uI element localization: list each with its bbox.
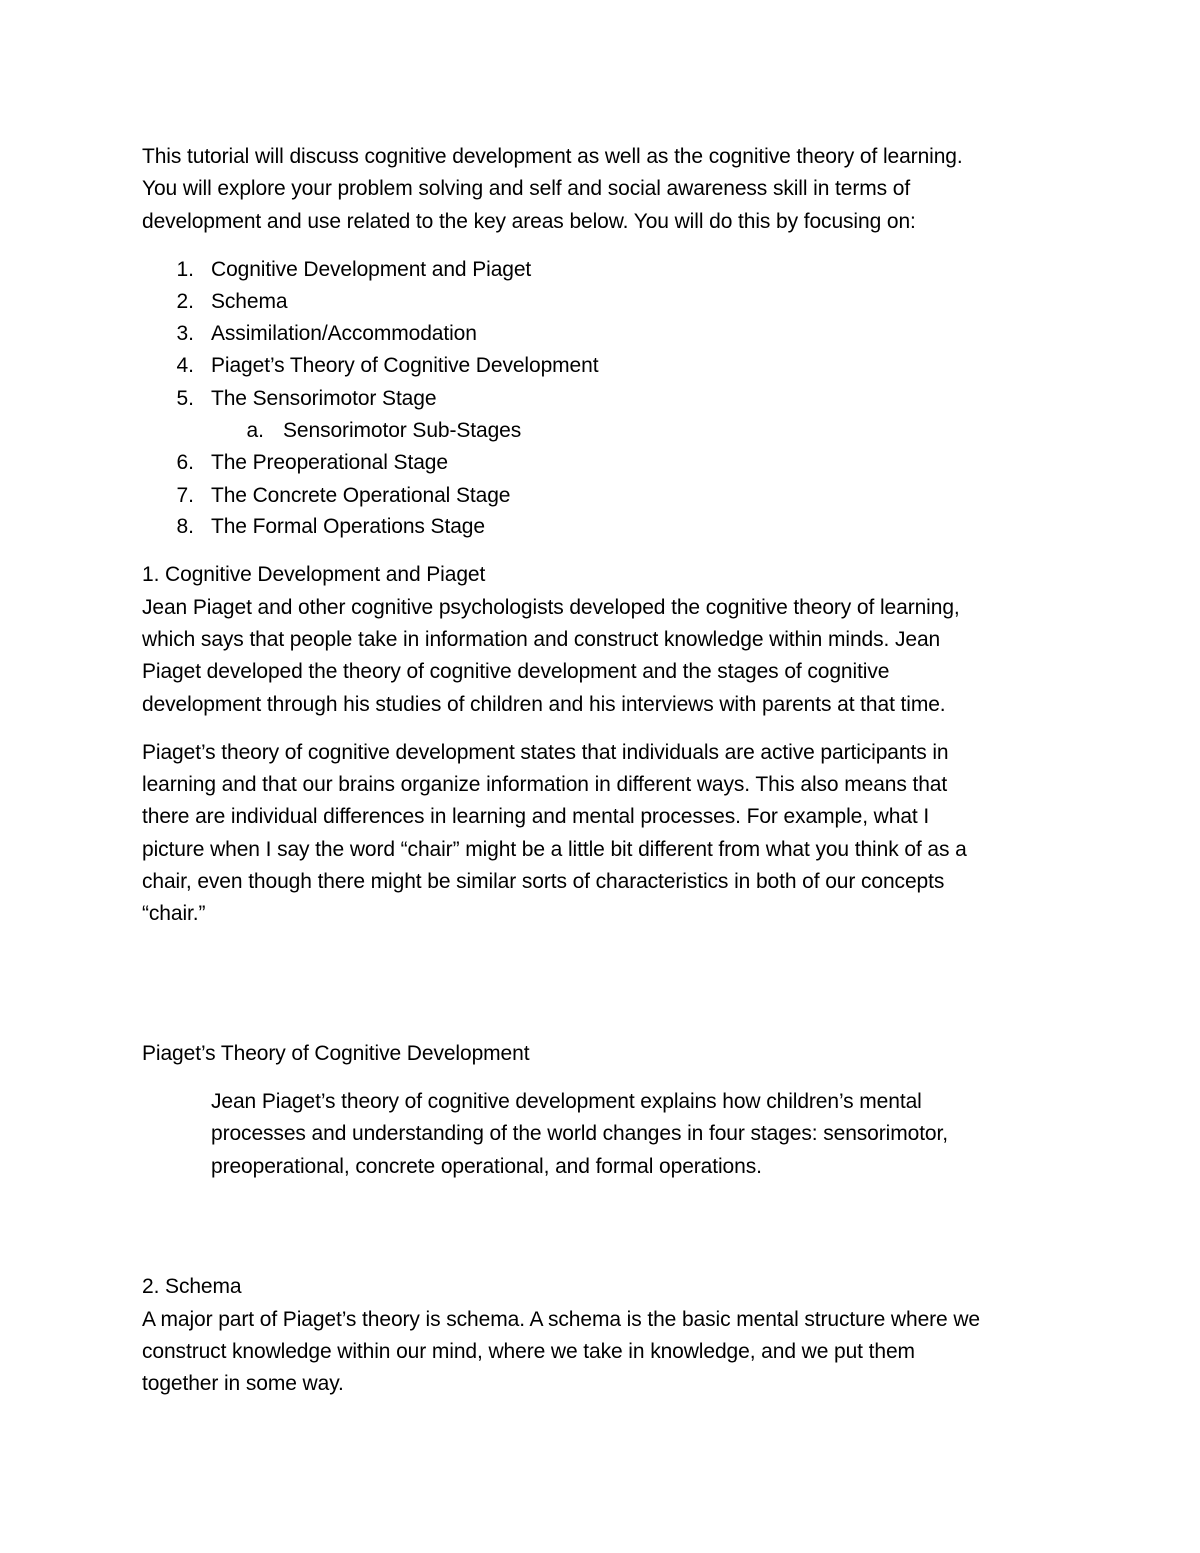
paragraph-line: learning and that our brains organize information in different ways. This also means that bbox=[142, 773, 948, 796]
paragraph-line: chair, even though there might be similar sorts of characteristics in both of our concepts bbox=[142, 870, 945, 893]
intro-line: development and use related to the key areas below. You will do this by focusing on: bbox=[142, 210, 916, 233]
paragraph-line: “chair.” bbox=[142, 902, 206, 925]
intro-line: This tutorial will discuss cognitive development as well as the cognitive theory of learning. bbox=[142, 145, 963, 168]
list-item: The Concrete Operational Stage bbox=[211, 484, 511, 507]
list-item: The Sensorimotor Stage bbox=[211, 387, 437, 410]
section-heading: Piaget’s Theory of Cognitive Development bbox=[142, 1042, 530, 1065]
list-item: The Preoperational Stage bbox=[211, 451, 448, 474]
list-item-number: 7. bbox=[176, 484, 194, 507]
paragraph-line: there are individual differences in learning and mental processes. For example, what I bbox=[142, 805, 930, 828]
list-item: Schema bbox=[211, 290, 288, 313]
paragraph-line: Jean Piaget and other cognitive psychologists developed the cognitive theory of learning, bbox=[142, 596, 960, 619]
paragraph-line: development through his studies of children and his interviews with parents at that time. bbox=[142, 693, 946, 716]
paragraph-line: together in some way. bbox=[142, 1372, 344, 1395]
paragraph-line: which says that people take in information and construct knowledge within minds. Jean bbox=[142, 628, 941, 651]
paragraph-line: A major part of Piaget’s theory is schema. A schema is the basic mental structure where we bbox=[142, 1308, 981, 1331]
list-item-number: 8. bbox=[176, 515, 194, 538]
paragraph-line: construct knowledge within our mind, where we take in knowledge, and we put them bbox=[142, 1340, 915, 1363]
list-item-number: 5. bbox=[176, 387, 194, 410]
section-heading: 1. Cognitive Development and Piaget bbox=[142, 563, 486, 586]
paragraph-line: Piaget developed the theory of cognitive development and the stages of cognitive bbox=[142, 660, 890, 683]
list-item: Cognitive Development and Piaget bbox=[211, 258, 532, 281]
list-subitem-letter: a. bbox=[246, 419, 264, 442]
list-item: Piaget’s Theory of Cognitive Development bbox=[211, 354, 599, 377]
list-item-number: 3. bbox=[176, 322, 194, 345]
list-item-number: 2. bbox=[176, 290, 194, 313]
list-item: The Formal Operations Stage bbox=[211, 515, 485, 538]
list-item-number: 6. bbox=[176, 451, 194, 474]
intro-line: You will explore your problem solving and self and social awareness skill in terms of bbox=[142, 177, 911, 200]
list-item: Assimilation/Accommodation bbox=[211, 322, 477, 345]
paragraph-line: Piaget’s theory of cognitive development states that individuals are active participants in bbox=[142, 741, 949, 764]
list-subitem: Sensorimotor Sub-Stages bbox=[283, 419, 522, 442]
section-heading: 2. Schema bbox=[142, 1275, 242, 1298]
list-item-number: 4. bbox=[176, 354, 194, 377]
quote-line: preoperational, concrete operational, and formal operations. bbox=[211, 1155, 762, 1178]
list-item-number: 1. bbox=[176, 258, 194, 281]
paragraph-line: picture when I say the word “chair” might be a little bit different from what you think of as a bbox=[142, 838, 967, 861]
quote-line: processes and understanding of the world changes in four stages: sensorimotor, bbox=[211, 1122, 948, 1145]
quote-line: Jean Piaget’s theory of cognitive development explains how children’s mental bbox=[211, 1090, 922, 1113]
